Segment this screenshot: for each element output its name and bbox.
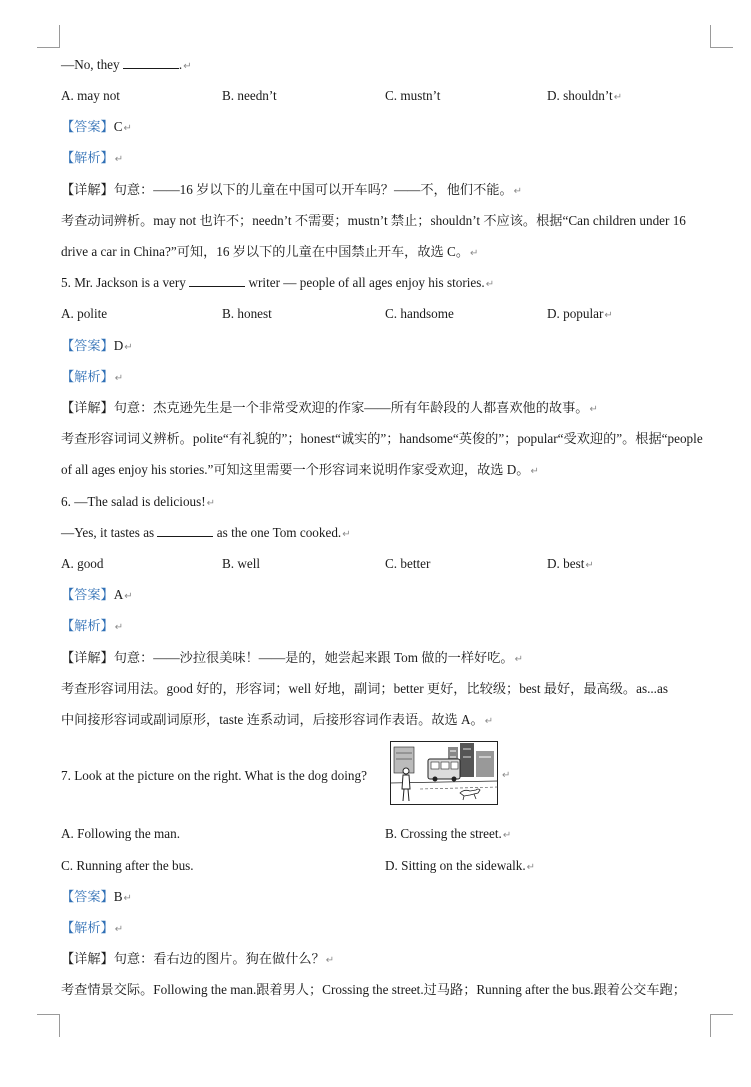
detail-line: 【详解】句意：杰克逊先生是一个非常受欢迎的作家——所有年龄段的人都喜欢他的故事。↵ (61, 400, 598, 415)
question-stem: 5. Mr. Jackson is a very writer — people of all ages enjoy his stories.↵ (61, 275, 495, 290)
option-d: D. best↵ (547, 556, 594, 571)
answer-blank (189, 274, 245, 287)
page-corner-mark (37, 1014, 60, 1037)
explanation-line: 考查情景交际。Following the man.跟着男人；Crossing the street.过马路；Running after the bus.跟着公交车跑； (61, 982, 686, 997)
detail-line: 【详解】句意：——16 岁以下的儿童在中国可以开车吗？——不，他们不能。↵ (61, 182, 523, 197)
option-c: C. mustn’t (385, 88, 441, 103)
option-b: B. Crossing the street.↵ (385, 826, 512, 841)
answer-blank (123, 56, 179, 69)
paragraph-mark-icon: ↵ (484, 716, 494, 727)
option-a: A. good (61, 556, 104, 571)
paragraph-mark-icon: ↵ (342, 529, 351, 540)
explanation-line: 考查形容词词义辨析。polite“有礼貌的”；honest“诚实的”；handsome“英俊的”；popular“受欢迎的”。根据“people (61, 431, 703, 446)
option-c: C. handsome (385, 306, 454, 321)
explanation-line: 中间接形容词或副词原形，taste 连系动词，后接形容词作表语。故选 A。↵ (61, 712, 494, 727)
option-b: B. well (222, 556, 261, 571)
q4-stem-line: —No, they .↵ (61, 57, 192, 72)
page-corner-mark (710, 25, 733, 48)
page-corner-mark (37, 25, 60, 48)
answer-blank (157, 524, 213, 537)
analysis-line: 【解析】↵ (61, 920, 124, 935)
analysis-line: 【解析】↵ (61, 369, 124, 384)
paragraph-mark-icon: ↵ (325, 955, 335, 966)
paragraph-mark-icon: ↵ (514, 654, 523, 665)
paragraph-mark-icon: ↵ (114, 154, 124, 165)
explanation-line: 考查动词辨析。may not 也许不；needn’t 不需要；mustn’t 禁止；shouldn’t 不应该。根据“Can children under 16 (61, 213, 686, 228)
option-c: C. better (385, 556, 431, 571)
question-stem: 6. —The salad is delicious!↵ (61, 494, 216, 509)
analysis-line: 【解析】↵ (61, 150, 124, 165)
paragraph-mark-icon: ↵ (530, 466, 539, 477)
option-d: D. popular↵ (547, 306, 613, 321)
paragraph-mark-icon: ↵ (589, 404, 598, 415)
paragraph-mark-icon: ↵ (114, 622, 124, 633)
paragraph-mark-icon: ↵ (124, 342, 133, 353)
paragraph-mark-icon: ↵ (502, 830, 512, 841)
page-corner-mark (710, 1014, 733, 1037)
option-a: A. polite (61, 306, 108, 321)
detail-line: 【详解】句意：看右边的图片。狗在做什么？↵ (61, 951, 335, 966)
paragraph-mark-icon: ↵ (114, 924, 124, 935)
question-stem: 7. Look at the picture on the right. What is the dog doing? (61, 768, 367, 783)
explanation-line: drive a car in China?”可知，16 岁以下的儿童在中国禁止开车，故选 C。↵ (61, 244, 479, 259)
detail-line: 【详解】句意：——沙拉很美味！——是的，她尝起来跟 Tom 做的一样好吃。↵ (61, 650, 523, 665)
option-a: A. may not (61, 88, 120, 103)
paragraph-mark-icon: ↵ (123, 893, 132, 904)
option-c: C. Running after the bus. (61, 858, 194, 873)
paragraph-mark-icon: ↵ (585, 560, 594, 571)
paragraph-mark-icon: ↵ (183, 61, 192, 72)
paragraph-mark-icon: ↵ (502, 770, 511, 781)
paragraph-mark-icon: ↵ (114, 373, 124, 384)
option-a: A. Following the man. (61, 826, 181, 841)
street-scene-picture (390, 741, 498, 805)
answer-line: 【答案】B↵ (61, 889, 132, 904)
answer-line: 【答案】C↵ (61, 119, 132, 134)
paragraph-mark-icon: ↵ (206, 498, 216, 509)
paragraph-mark-icon: ↵ (613, 92, 623, 103)
explanation-line: 考查形容词用法。good 好的，形容词；well 好地，副词；better 更好，比较级；best 最好，最高级。as...as (61, 681, 668, 696)
option-d: D. shouldn’t↵ (547, 88, 623, 103)
answer-line: 【答案】D↵ (61, 338, 133, 353)
paragraph-mark-icon: ↵ (124, 591, 133, 602)
analysis-line: 【解析】↵ (61, 618, 124, 633)
question-stem: —Yes, it tastes as as the one Tom cooked.↵ (61, 525, 351, 540)
paragraph-mark-icon: ↵ (513, 186, 523, 197)
paragraph-mark-icon: ↵ (526, 862, 536, 873)
option-b: B. honest (222, 306, 272, 321)
explanation-line: of all ages enjoy his stories.”可知这里需要一个形容词来说明作家受欢迎，故选 D。↵ (61, 462, 539, 477)
paragraph-mark-icon: ↵ (485, 279, 495, 290)
option-d: D. Sitting on the sidewalk.↵ (385, 858, 536, 873)
answer-line: 【答案】A↵ (61, 587, 133, 602)
paragraph-mark-icon: ↵ (123, 123, 132, 134)
paragraph-mark-icon: ↵ (604, 310, 613, 321)
paragraph-mark-icon: ↵ (470, 248, 479, 259)
option-b: B. needn’t (222, 88, 277, 103)
